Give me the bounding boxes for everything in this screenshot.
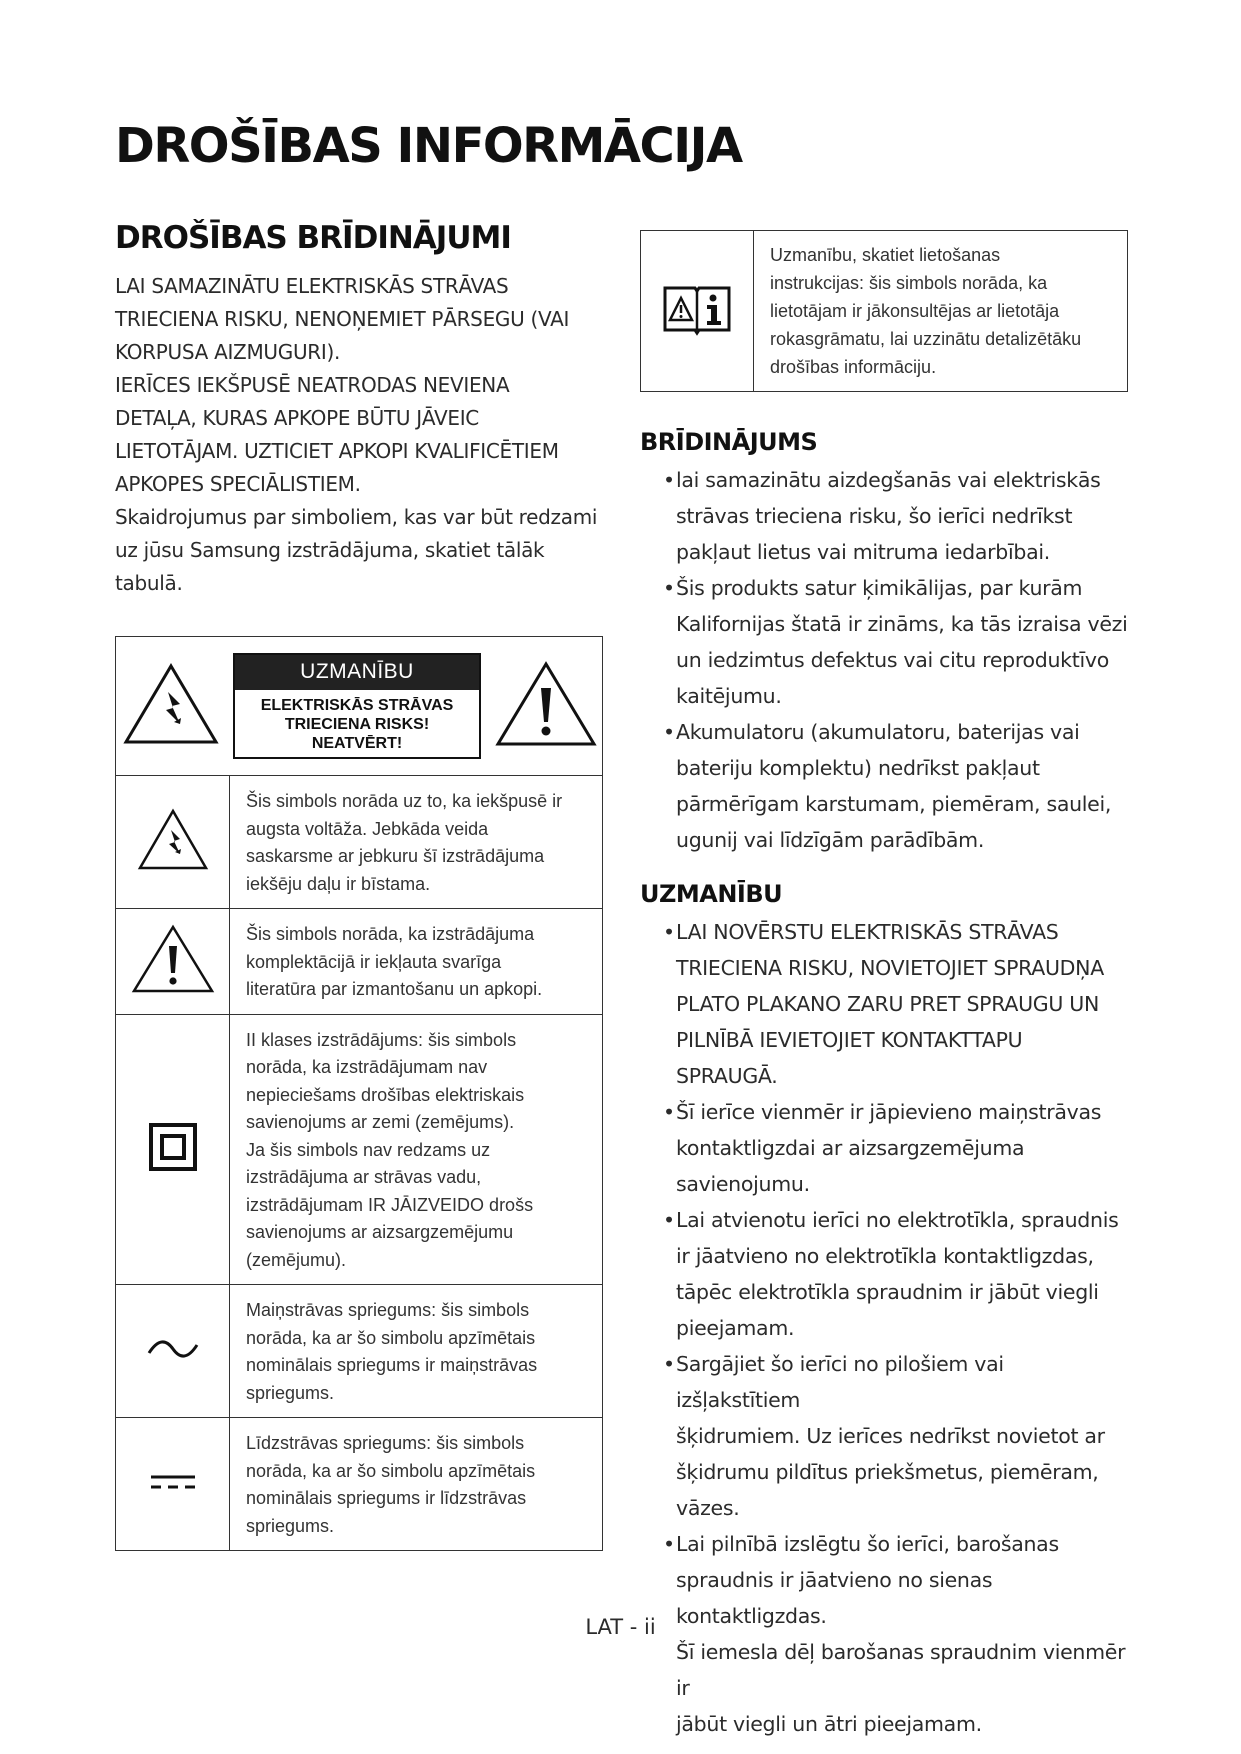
warning-label-body <box>235 690 479 757</box>
list-item-line: bateriju komplektu) nedrīkst pakļaut <box>676 756 1040 780</box>
warning-label-cell <box>116 637 603 776</box>
warning-label-line: TRIECIENA RISKS! <box>284 716 430 733</box>
list-item <box>676 1094 1130 1202</box>
exclamation-triangle-icon <box>131 979 215 998</box>
manual-note-text <box>754 231 1128 392</box>
symbol-description-line: norāda, ka ar šo simbolu apzīmētais <box>246 1460 536 1481</box>
symbol-icon-cell <box>116 1014 230 1285</box>
intro-line: DETAĻA, KURAS APKOPE BŪTU JĀVEIC <box>115 406 479 430</box>
manual-note-icon-cell <box>641 231 754 392</box>
symbol-row <box>116 776 603 909</box>
list-item <box>676 714 1130 858</box>
list-item-line: savienojumu. <box>676 1172 810 1196</box>
symbols-table-header-row <box>116 637 603 776</box>
manual-note-row <box>641 231 1128 392</box>
page-title: DROŠĪBAS INFORMĀCIJA <box>115 118 742 174</box>
symbol-description-line: savienojums ar aizsargzemējumu <box>246 1222 514 1242</box>
symbol-description-line: II klases izstrādājums: šis simbols <box>246 1029 517 1050</box>
caution-heading: UZMANĪBU <box>640 880 783 908</box>
symbol-icon-cell <box>116 1285 230 1418</box>
list-item-line: • LAI NOVĒRSTU ELEKTRISKĀS STRĀVAS <box>676 920 1059 944</box>
list-item-line: PLATO PLAKANO ZARU PRET SPRAUGU UN <box>676 992 1100 1016</box>
symbol-description-line: norāda, ka ar šo simbolu apzīmētais <box>246 1327 536 1348</box>
symbol-icon-cell <box>116 909 230 1015</box>
intro-line: TRIECIENA RISKU, NENOŅEMIET PĀRSEGU (VAI <box>115 307 570 331</box>
manual-note-table <box>640 230 1128 392</box>
list-item-line: TRIECIENA RISKU, NOVIETOJIET SPRAUDŅA <box>676 956 1104 980</box>
manual-note-line: instrukcijas: šis simbols norāda, ka <box>770 273 1048 293</box>
list-item-line: jābūt viegli un ātri pieejamam. <box>676 1712 982 1736</box>
list-item-line: • Akumulatoru (akumulatoru, baterijas vai <box>676 720 1080 744</box>
list-item-line: • lai samazinātu aizdegšanās vai elektriskās <box>676 468 1101 492</box>
intro-line: IERĪCES IEKŠPUSĒ NEATRODAS NEVIENA <box>115 373 510 397</box>
intro-line: APKOPES SPECIĀLISTIEM. <box>115 472 361 496</box>
section-heading-safety-warnings: DROŠĪBAS BRĪDINĀJUMI <box>115 220 511 256</box>
symbol-description-line: komplektācijā ir iekļauta svarīga <box>246 951 502 972</box>
symbol-description <box>230 1418 603 1551</box>
symbol-description-line: nominālais spriegums ir līdzstrāvas <box>246 1488 527 1508</box>
symbol-description <box>230 909 603 1015</box>
manual-note-line: rokasgrāmatu, lai uzzinātu detalizētāku <box>770 329 1082 349</box>
list-item-line: tāpēc elektrotīkla spraudnim ir jābūt viegli <box>676 1280 1099 1304</box>
list-item <box>676 462 1130 570</box>
list-item-line: ir jāatvieno no elektrotīkla kontaktligzdas, <box>676 1244 1094 1268</box>
symbol-description-line: spriegums. <box>246 1382 335 1403</box>
symbol-description-line: Šis simbols norāda, ka izstrādājuma <box>246 924 535 944</box>
symbol-description-line: nominālais spriegums ir maiņstrāvas <box>246 1355 538 1375</box>
list-item-line: šķidrumiem. Uz ierīces nedrīkst novietot ar <box>676 1424 1105 1448</box>
symbols-table <box>115 636 603 1551</box>
intro-line: Skaidrojumus par simboliem, kas var būt redzami <box>115 505 598 529</box>
symbol-description-line: augsta voltāža. Jebkāda veida <box>246 818 489 839</box>
list-item-line: • Lai pilnībā izslēgtu šo ierīci, barošanas <box>676 1532 1059 1556</box>
symbol-description-line: Šis simbols norāda uz to, ka iekšpusē ir <box>246 791 563 811</box>
manual-note-line: lietotājam ir jākonsultējas ar lietotāja <box>770 301 1060 321</box>
symbol-description-line: savienojums ar zemi (zemējums). <box>246 1112 515 1132</box>
intro-line: uz jūsu Samsung izstrādājuma, skatiet tālāk tabulā. <box>115 538 545 595</box>
list-item-line: kontaktligzdai ar aizsargzemējuma <box>676 1136 1025 1160</box>
symbol-description-line: Ja šis simbols nav redzams uz <box>246 1139 491 1160</box>
symbol-row <box>116 1014 603 1285</box>
warning-label <box>233 653 481 759</box>
list-item-line: strāvas trieciena risku, šo ierīci nedrīkst <box>676 504 1073 528</box>
intro-text <box>115 270 605 600</box>
list-item-line: pieejamam. <box>676 1316 795 1340</box>
list-item-line: ugunij vai līdzīgām parādībām. <box>676 828 985 852</box>
lightning-triangle-icon <box>137 857 209 876</box>
list-item-line: pārmērīgam karstumam, piemēram, saulei, <box>676 792 1112 816</box>
symbol-description-line: (zemējumu). <box>246 1249 347 1270</box>
intro-line: LAI SAMAZINĀTU ELEKTRISKĀS STRĀVAS <box>115 274 509 298</box>
warning-section <box>640 428 1130 858</box>
list-item <box>676 1346 1130 1526</box>
list-item-line: Šī iemesla dēļ barošanas spraudnim vienmēr ir <box>676 1640 1126 1700</box>
warning-label-title: UZMANĪBU <box>235 655 479 690</box>
right-column <box>640 230 1130 1742</box>
symbol-row <box>116 1418 603 1551</box>
warning-list <box>640 462 1130 858</box>
list-item <box>676 570 1130 714</box>
manual-note-line: drošības informāciju. <box>770 357 937 377</box>
list-item-line: • Šī ierīce vienmēr ir jāpievieno maiņstrāvas <box>676 1100 1102 1124</box>
ac-voltage-icon <box>146 1346 200 1365</box>
page-number: LAT - ii <box>585 1615 656 1639</box>
symbol-description-line: nepieciešams drošības elektriskais <box>246 1084 525 1105</box>
symbol-description-line: Maiņstrāvas spriegums: šis simbols <box>246 1300 530 1320</box>
symbol-icon-cell <box>116 776 230 909</box>
warning-heading: BRĪDINĀJUMS <box>640 428 818 456</box>
list-item-line: pakļaut lietus vai mitruma iedarbībai. <box>676 540 1050 564</box>
warning-label-line: ELEKTRISKĀS STRĀVAS <box>260 697 454 714</box>
list-item-line: spraudnis ir jāatvieno no sienas kontaktligzdas. <box>676 1568 993 1628</box>
dc-voltage-icon <box>149 1478 197 1497</box>
list-item-line: • Lai atvienotu ierīci no elektrotīkla, spraudnis <box>676 1208 1119 1232</box>
symbol-description-line: spriegums. <box>246 1515 335 1536</box>
symbol-description-line: norāda, ka izstrādājumam nav <box>246 1057 488 1077</box>
list-item <box>676 1202 1130 1346</box>
symbol-row <box>116 1285 603 1418</box>
consult-manual-icon <box>662 321 732 340</box>
symbol-description <box>230 1285 603 1418</box>
symbol-description-line: izstrādājuma ar strāvas vadu, <box>246 1167 482 1187</box>
symbol-description-line: iekšēju daļu ir bīstama. <box>246 873 431 894</box>
symbol-description-line: izstrādājumam IR JĀIZVEIDO drošs <box>246 1194 534 1215</box>
list-item <box>676 914 1130 1094</box>
list-item-line: • Šis produkts satur ķimikālijas, par kurām <box>676 576 1083 600</box>
exclamation-triangle-icon <box>494 660 598 752</box>
symbol-icon-cell <box>116 1418 230 1551</box>
lightning-triangle-icon <box>122 662 220 750</box>
caution-section <box>640 880 1130 1742</box>
list-item-line: vāzes. <box>676 1496 740 1520</box>
list-item-line: šķidrumu pildītus priekšmetus, piemēram, <box>676 1460 1099 1484</box>
symbol-description-line: Līdzstrāvas spriegums: šis simbols <box>246 1433 525 1453</box>
list-item-line: PILNĪBĀ IEVIETOJIET KONTAKTTAPU SPRAUGĀ. <box>676 1028 1023 1088</box>
class-ii-double-square-icon <box>149 1156 197 1175</box>
symbol-row <box>116 909 603 1015</box>
list-item-line: Kalifornijas štatā ir zināms, ka tās izraisa vēzi <box>676 612 1128 636</box>
list-item-line: un iedzimtus defektus vai citu reproduktīvo <box>676 648 1109 672</box>
symbol-description-line: saskarsme ar jebkuru šī izstrādājuma <box>246 846 545 866</box>
left-column <box>115 220 605 1551</box>
manual-note-line: Uzmanību, skatiet lietošanas <box>770 245 1001 265</box>
symbol-description <box>230 776 603 909</box>
list-item-line: kaitējumu. <box>676 684 782 708</box>
symbol-description-line: literatūra par izmantošanu un apkopi. <box>246 979 543 999</box>
symbol-description <box>230 1014 603 1285</box>
list-item-line: • Sargājiet šo ierīci no pilošiem vai izšļakstītiem <box>676 1352 1004 1412</box>
warning-label-line: NEATVĒRT! <box>311 735 403 752</box>
intro-line: LIETOTĀJAM. UZTICIET APKOPI KVALIFICĒTIEM <box>115 439 559 463</box>
intro-line: KORPUSA AIZMUGURI). <box>115 340 341 364</box>
